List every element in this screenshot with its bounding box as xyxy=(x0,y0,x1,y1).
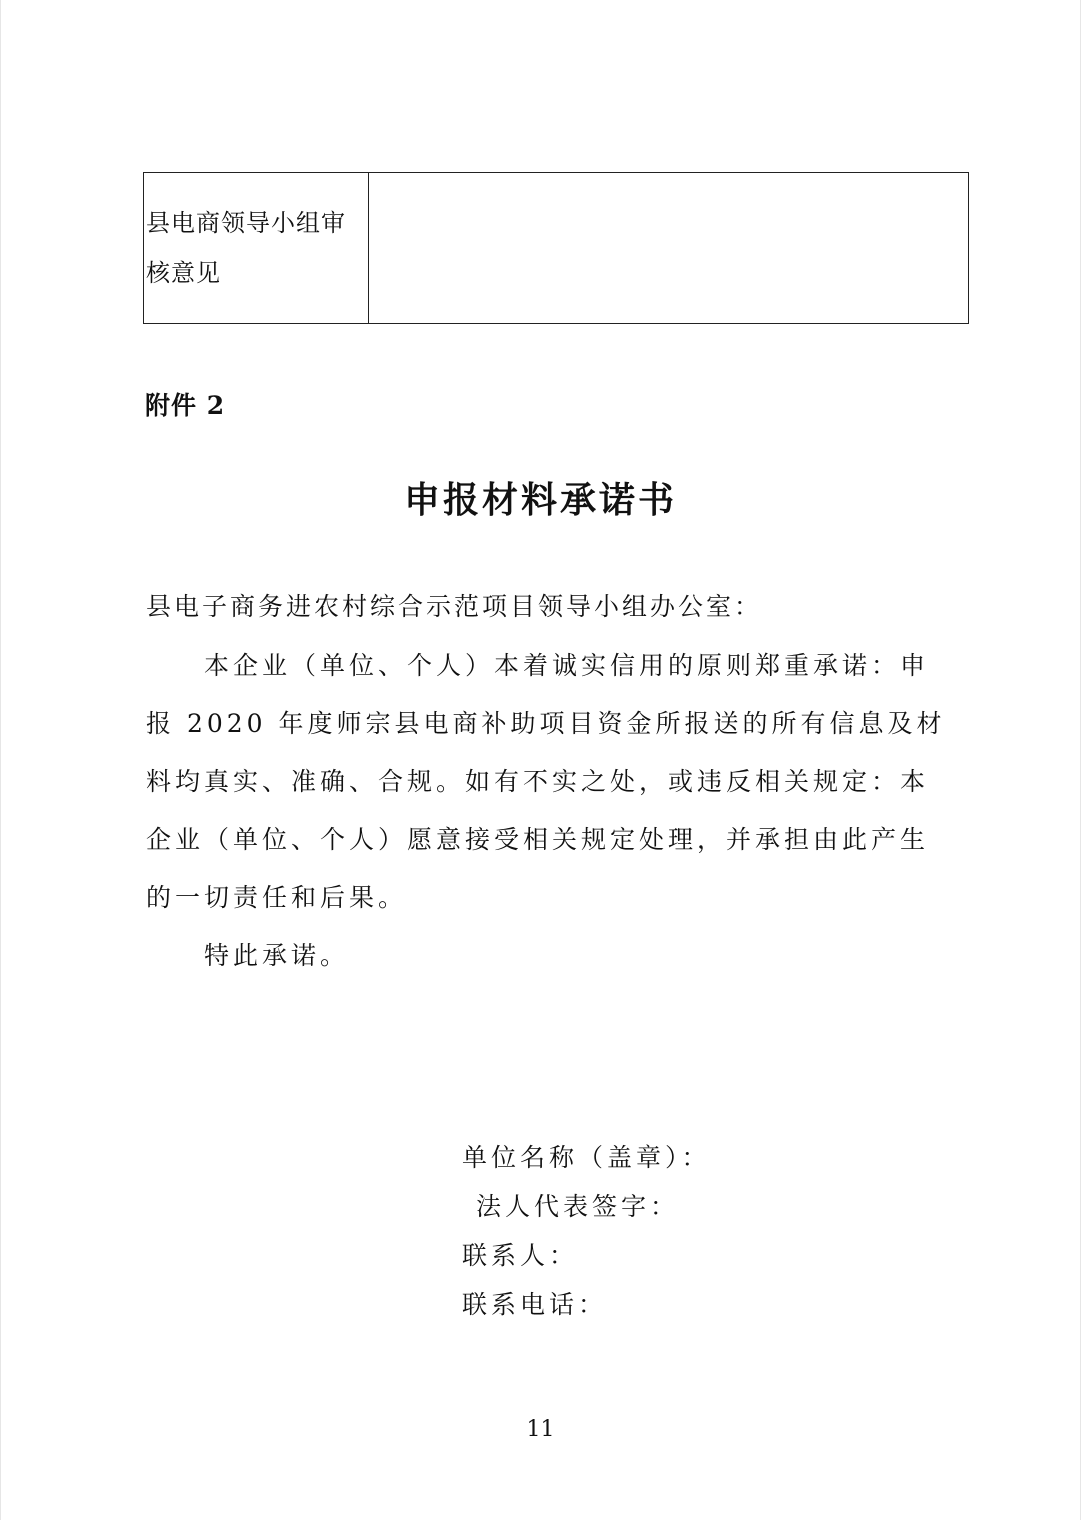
review-label-cell xyxy=(144,173,369,324)
paragraph-line-2: 报 2020 年度师宗县电商补助项目资金所报送的所有信息及材 xyxy=(146,709,946,738)
paragraph-line-4: 企业（单位、个人）愿意接受相关规定处理，并承担由此产生 xyxy=(146,825,930,854)
unit-name-field: 单位名称（盖章）： xyxy=(462,1143,711,1172)
review-label-line-1: 县电商领导小组审 xyxy=(146,209,346,237)
commitment-paragraph-continued xyxy=(146,695,946,927)
signature-block xyxy=(462,1133,711,1329)
document-title: 申报材料承诺书 xyxy=(403,479,677,521)
review-opinion-table xyxy=(143,172,969,324)
addressee: 县电子商务进农村综合示范项目领导小组办公室： xyxy=(146,592,763,621)
review-label-line-2: 核意见 xyxy=(146,259,221,287)
attachment-label: 附件 2 xyxy=(145,391,226,420)
legal-representative-field: 法人代表签字： xyxy=(476,1192,680,1221)
paragraph-line-1: 本企业（单位、个人）本着诚实信用的原则郑重承诺：申 xyxy=(204,651,930,680)
contact-phone-field: 联系电话： xyxy=(462,1290,608,1319)
commitment-body xyxy=(146,637,946,985)
closing-statement: 特此承诺。 xyxy=(204,941,350,970)
paragraph-line-3: 料均真实、准确、合规。如有不实之处，或违反相关规定：本 xyxy=(146,767,930,796)
page-number: 11 xyxy=(526,1417,555,1442)
review-opinion-cell xyxy=(369,173,969,324)
contact-person-field: 联系人： xyxy=(462,1241,579,1270)
paragraph-line-5: 的一切责任和后果。 xyxy=(146,883,408,912)
commitment-paragraph xyxy=(146,637,936,695)
table-row xyxy=(144,173,969,324)
